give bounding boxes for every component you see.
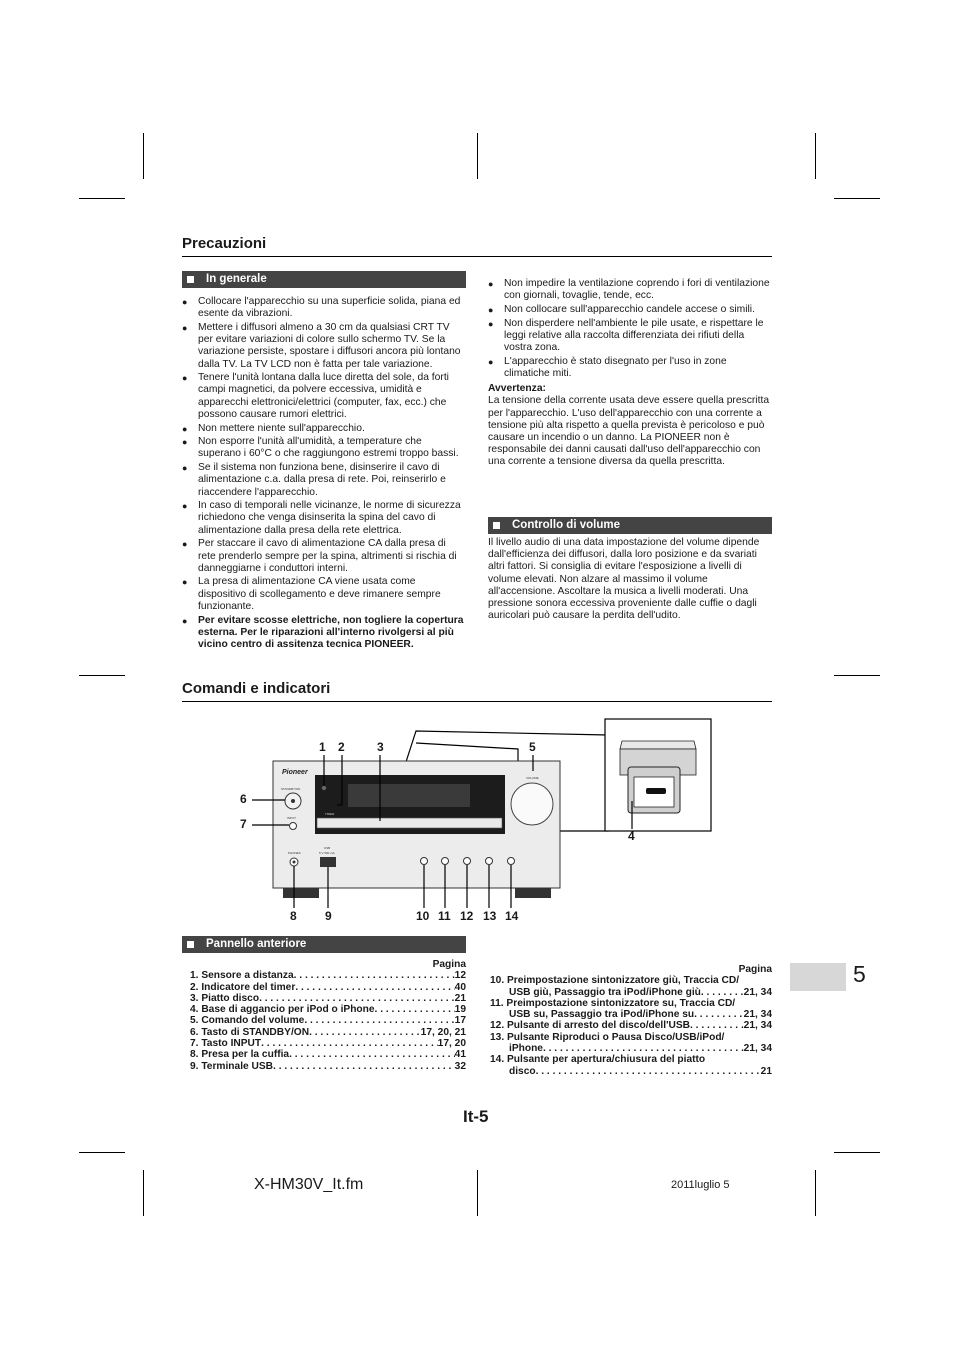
index-right — [490, 964, 772, 1077]
subsection-bar-controllo-volume — [488, 517, 772, 534]
page-column-header: Pagina — [738, 964, 772, 975]
callout-9: 9 — [325, 909, 332, 923]
crop-mark — [834, 1152, 880, 1153]
subsection-heading: In generale — [206, 273, 267, 285]
list-item: ● Non mettere niente sull'apparecchio. — [182, 423, 466, 435]
square-icon — [187, 941, 194, 948]
usb-port — [320, 857, 336, 867]
list-item: ● Non disperdere nell'ambiente le pile usate, e rispettare le leggi relative alla raccolta differenziata dei rifiuti della vostra zona. — [488, 318, 772, 355]
usb-label: USB — [324, 846, 331, 850]
callout-14: 14 — [505, 909, 519, 923]
index-row: 13. Pulsante Riproduci o Pausa Disco/USB/iPod/ — [490, 1031, 725, 1043]
precaution-list-right — [488, 278, 772, 380]
volume-knob — [511, 783, 553, 825]
crop-mark — [834, 675, 880, 676]
square-icon — [493, 522, 500, 529]
index-row: 14. Pulsante per apertura/chiusura del piatto — [490, 1054, 706, 1066]
index-row: 4. Base di aggancio per iPod o iPhone . . . 19 — [190, 1004, 466, 1015]
play-pause-button — [486, 858, 493, 865]
warning-text: La tensione della corrente usata deve essere quella prescritta per l'apparecchio. L'uso dell'apparecchio con una corrente a tensione più alta rispetto a quella prevista è pericoloso e può causare un incendio o un danno. La PIONEER non è responsabile dei danni causati dall'uso dell'apparecchio con una corrente a tensione diversa da quella prescritta. — [488, 395, 770, 468]
volume-label: VOLUME — [526, 776, 539, 780]
list-item: ● La presa di alimentazione CA viene usata come dispositivo di scollegamento e deve rimanere sempre funzionante. — [182, 576, 466, 613]
index-row: 2. Indicatore del timer . . . 40 — [190, 982, 466, 993]
crop-mark — [815, 1170, 816, 1216]
callout-10: 10 — [416, 909, 430, 923]
index-row-cont: USB giù, Passaggio tra iPod/iPhone giù . . . 21, 34 — [490, 987, 772, 998]
standby-label: STANDBY/ON — [281, 787, 301, 791]
list-item: ● In caso di temporali nelle vicinanze, le norme di sicurezza richiedono che venga disinserita la spina del cavo di alimentazione dalla presa della rete elettrica. — [182, 500, 466, 537]
list-item: ● Non impedire la ventilazione coprendo i fori di ventilazione con giornali, tovaglie, tende, ecc. — [488, 278, 772, 302]
index-row: 3. Piatto disco . . . 21 — [190, 993, 466, 1004]
index-row: 5. Comando del volume . . . 17 — [190, 1015, 466, 1026]
input-button — [290, 823, 297, 830]
list-item-warning: ● Per evitare scosse elettriche, non togliere la copertura esterna. Per le riparazioni all'interno rivolgersi al più vicino centro di assitenza tecnica PIONEER. — [182, 615, 466, 652]
section-rule — [182, 256, 772, 257]
page-id: It-5 — [463, 1107, 489, 1126]
callout-8: 8 — [290, 909, 297, 923]
index-row-cont: USB su, Passaggio tra iPod/iPhone su . . . 21, 34 — [490, 1009, 772, 1020]
print-date: 2011luglio 5 — [671, 1179, 730, 1191]
subsection-bar-pannello — [182, 936, 466, 953]
lcd-window — [348, 784, 470, 807]
index-row: 9. Terminale USB . . . 32 — [190, 1061, 466, 1072]
crop-mark — [79, 198, 125, 199]
index-row-cont: iPhone . . . 21, 34 — [490, 1043, 772, 1054]
crop-mark — [143, 1170, 144, 1216]
callout-12: 12 — [460, 909, 474, 923]
index-row: 7. Tasto INPUT . . . 17, 20 — [190, 1038, 466, 1049]
input-label: INPUT — [287, 816, 296, 820]
crop-mark — [477, 1170, 478, 1216]
list-item: ● L'apparecchio è stato disegnato per l'uso in zone climatiche miti. — [488, 356, 772, 380]
precaution-list — [182, 296, 466, 651]
crop-mark — [79, 1152, 125, 1153]
list-item: ● Collocare l'apparecchio su una superficie solida, piana ed esente da vibrazioni. — [182, 296, 466, 320]
list-item: ● Per staccare il cavo di alimentazione CA dalla presa di rete prenderlo sempre per la spina, altrimenti si rischia di danneggiarne i conduttori interni. — [182, 538, 466, 575]
index-row: 8. Presa per la cuffia . . . 41 — [190, 1049, 466, 1060]
callout-11: 11 — [438, 909, 451, 923]
foot-right — [515, 888, 551, 898]
index-row-cont: disco . . . 21 — [490, 1066, 772, 1077]
section-title-comandi: Comandi e indicatori — [182, 680, 331, 697]
page-column-header: Pagina — [432, 959, 466, 970]
precauzioni-right-column — [488, 278, 772, 469]
chapter-tab — [790, 963, 846, 991]
phones-label: PHONES — [288, 851, 301, 855]
crop-mark — [815, 133, 816, 179]
index-row: 6. Tasto di STANDBY/ON . . . 17, 20, 21 — [190, 1027, 466, 1038]
remote-sensor — [322, 786, 326, 790]
warning-heading: Avvertenza: — [488, 383, 546, 395]
subsection-heading: Pannello anteriore — [206, 938, 307, 950]
list-item: ● Non collocare sull'apparecchio candele accese o simili. — [488, 304, 772, 316]
precauzioni-left-column — [182, 296, 466, 653]
list-item: ● Mettere i diffusori almeno a 30 cm da qualsiasi CRT TV per evitare variazioni di colore sullo schermo TV. Se la variazione persiste, spostare i diffusori ancora più lontano dalla TV. La TV LCD non è fatta per tale variazione. — [182, 322, 466, 371]
callout-6: 6 — [240, 792, 247, 806]
index-row: 1. Sensore a distanza . . . 12 — [190, 970, 466, 981]
section-rule — [182, 701, 772, 702]
callout-13: 13 — [483, 909, 497, 923]
timer-label: TIMER — [325, 812, 335, 816]
subsection-bar-in-generale — [182, 271, 466, 288]
index-row: 12. Pulsante di arresto del disco/dell'USB . . . 21, 34 — [490, 1020, 772, 1031]
crop-mark — [477, 133, 478, 179]
usb-sublabel: 5 V 500 mA — [319, 851, 335, 855]
prev-button — [421, 858, 428, 865]
volume-text: Il livello audio di una data impostazione del volume dipende dall'efficienza dei diffusori, dalla loro posizione e da svariati altri fattori. Si consiglia di evitare l'esposizione a livelli di volume elevati. Non alzare al massimo il volume all'accensione. Ascoltare la musica a livelli moderati. Una pressione sonora eccessiva proveniente dalle cuffie o dagli auricolari può causare la perdita dell'udito. — [488, 537, 760, 622]
brand-logo: Pioneer — [282, 769, 308, 776]
callout-5: 5 — [529, 740, 536, 754]
list-item: ● Tenere l'unità lontana dalla luce diretta del sole, da forti campi magnetici, da polvere eccessiva, umidità e apparecchi elettronici/elettrici (computer, fax, ecc.) che possono causare rumori elettrici. — [182, 372, 466, 421]
callout-7: 7 — [240, 817, 247, 831]
callout-1: 1 — [319, 740, 326, 754]
section-title-precauzioni: Precauzioni — [182, 235, 267, 252]
square-icon — [187, 276, 194, 283]
list-item: ● Se il sistema non funziona bene, disinserire il cavo di alimentazione c.a. dalla presa di rete. Poi, reinserirlo e riaccendere l'apparecchio. — [182, 462, 466, 499]
eject-button — [508, 858, 515, 865]
chapter-number: 5 — [853, 961, 866, 987]
crop-mark — [834, 198, 880, 199]
crop-mark — [143, 133, 144, 179]
list-item: ● Non esporre l'unità all'umidità, a temperature che superano i 60°C o che raggiungono estremi troppo bassi. — [182, 436, 466, 460]
disc-tray — [317, 818, 502, 828]
stop-button — [464, 858, 471, 865]
crop-mark — [79, 675, 125, 676]
file-name: X-HM30V_It.fm — [254, 1176, 364, 1193]
foot-left — [283, 888, 319, 898]
next-button — [442, 858, 449, 865]
callout-2: 2 — [338, 740, 345, 754]
front-panel-diagram — [230, 715, 720, 915]
callout-4: 4 — [628, 829, 635, 843]
index-row: 10. Preimpostazione sintonizzatore giù, Traccia CD/ — [490, 975, 740, 987]
subsection-heading: Controllo di volume — [512, 519, 620, 531]
index-left — [190, 959, 466, 1072]
index-row: 11. Preimpostazione sintonizzatore su, Traccia CD/ — [490, 997, 736, 1009]
callout-3: 3 — [377, 740, 384, 754]
